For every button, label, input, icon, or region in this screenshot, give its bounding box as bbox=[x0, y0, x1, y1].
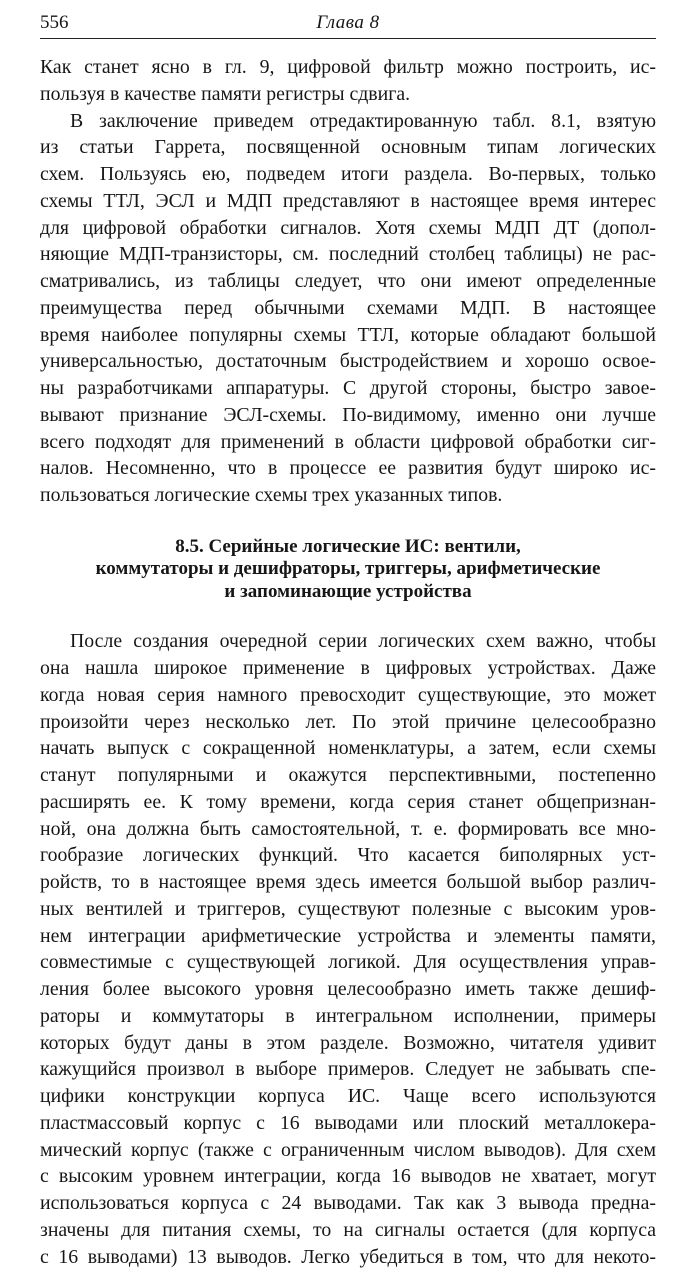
text-line: с 16 выводами) 13 выводов. Легко убедиться в том, что для некото- bbox=[40, 1244, 656, 1270]
text-line: няющие МДП-транзисторы, см. последний столбец таблицы) не рас- bbox=[40, 241, 656, 268]
text-line: которых будут даны в этом разделе. Возможно, читателя удивит bbox=[40, 1030, 656, 1057]
text-line: время наиболее популярны схемы ТТЛ, которые обладают большой bbox=[40, 322, 656, 349]
text-line: ной, она должна быть самостоятельной, т. е. формировать все мно- bbox=[40, 816, 656, 843]
section-heading-line: 8.5. Серийные логические ИС: вентили, bbox=[40, 536, 656, 559]
text-line: начать выпуск с сокращенной номенклатуры, а затем, если схемы bbox=[40, 735, 656, 762]
text-line: сматривались, из таблицы следует, что они имеют определенные bbox=[40, 268, 656, 295]
paragraph-continuation bbox=[40, 54, 656, 108]
text-line: кажущийся произвол в выборе примеров. Следует не забывать спе- bbox=[40, 1056, 656, 1083]
text-line: ных вентилей и триггеров, существуют полезные с высоким уров- bbox=[40, 896, 656, 923]
text-line: схем. Пользуясь ею, подведем итоги раздела. Во-первых, только bbox=[40, 161, 656, 188]
text-line: налов. Несомненно, что в процессе ее развития будут широко ис- bbox=[40, 455, 656, 482]
text-line: универсальностью, достаточным быстродействием и хорошо освое- bbox=[40, 348, 656, 375]
text-line: расширять ее. К тому времени, когда серия станет общепризнан- bbox=[40, 789, 656, 816]
text-line: вывают признание ЭСЛ-схемы. По-видимому, именно они лучше bbox=[40, 402, 656, 429]
text-line: После создания очередной серии логических схем важно, чтобы bbox=[40, 628, 656, 655]
paragraph-conclusion bbox=[40, 108, 656, 509]
text-line: ны разработчиками аппаратуры. С другой стороны, быстро завое- bbox=[40, 375, 656, 402]
text-line: раторы и коммутаторы в интегральном исполнении, примеры bbox=[40, 1003, 656, 1030]
text-line: значены для питания схемы, то на сигналы остается (для корпуса bbox=[40, 1217, 656, 1244]
page-header bbox=[40, 8, 656, 39]
text-line: Как станет ясно в гл. 9, цифровой фильтр можно построить, ис- bbox=[40, 54, 656, 81]
text-line: пользуя в качестве памяти регистры сдвига. bbox=[40, 81, 656, 108]
text-line: она нашла широкое применение в цифровых устройствах. Даже bbox=[40, 655, 656, 682]
text-line: пластмассовый корпус с 16 выводами или плоский металлокера- bbox=[40, 1110, 656, 1137]
text-line: нем интеграции арифметические устройства и элементы памяти, bbox=[40, 923, 656, 950]
text-line: всего подходят для применений в области цифровой обработки сиг- bbox=[40, 429, 656, 456]
text-line: использоваться корпуса с 24 выводами. Так как 3 вывода предна- bbox=[40, 1190, 656, 1217]
text-line: для цифровой обработки сигналов. Хотя схемы МДП ДТ (допол- bbox=[40, 215, 656, 242]
text-line: преимущества перед обычными схемами МДП. В настоящее bbox=[40, 295, 656, 322]
text-line: с высоким уровнем интеграции, когда 16 выводов не хватает, могут bbox=[40, 1163, 656, 1190]
section-heading bbox=[40, 536, 656, 604]
text-line: цифики конструкции корпуса ИС. Чаще всего используются bbox=[40, 1083, 656, 1110]
text-line: пользоваться логические схемы трех указанных типов. bbox=[40, 482, 656, 509]
section-heading-line: и запоминающие устройства bbox=[40, 581, 656, 604]
text-line: станут популярными и окажутся перспективными, постепенно bbox=[40, 762, 656, 789]
page-number: 556 bbox=[40, 12, 69, 34]
text-line: мический корпус (также с ограниченным числом выводов). Для схем bbox=[40, 1137, 656, 1164]
paragraph-section-body bbox=[40, 628, 656, 1270]
text-line: гообразие логических функций. Что касается биполярных уст- bbox=[40, 842, 656, 869]
text-line: когда новая серия намного превосходит существующие, это может bbox=[40, 682, 656, 709]
text-line: из статьи Гаррета, посвященной основным типам логических bbox=[40, 134, 656, 161]
page-body bbox=[40, 54, 656, 1270]
text-line: В заключение приведем отредактированную табл. 8.1, взятую bbox=[40, 108, 656, 135]
text-line: совместимые с существующей логикой. Для осуществления управ- bbox=[40, 949, 656, 976]
running-head: Глава 8 bbox=[40, 12, 656, 34]
section-heading-line: коммутаторы и дешифраторы, триггеры, арифметические bbox=[40, 558, 656, 581]
text-line: ления более высокого уровня целесообразно иметь также дешиф- bbox=[40, 976, 656, 1003]
text-line: ройств, то в настоящее время здесь имеется большой выбор различ- bbox=[40, 869, 656, 896]
text-line: схемы ТТЛ, ЭСЛ и МДП представляют в настоящее время интерес bbox=[40, 188, 656, 215]
text-line: произойти через несколько лет. По этой причине целесообразно bbox=[40, 709, 656, 736]
